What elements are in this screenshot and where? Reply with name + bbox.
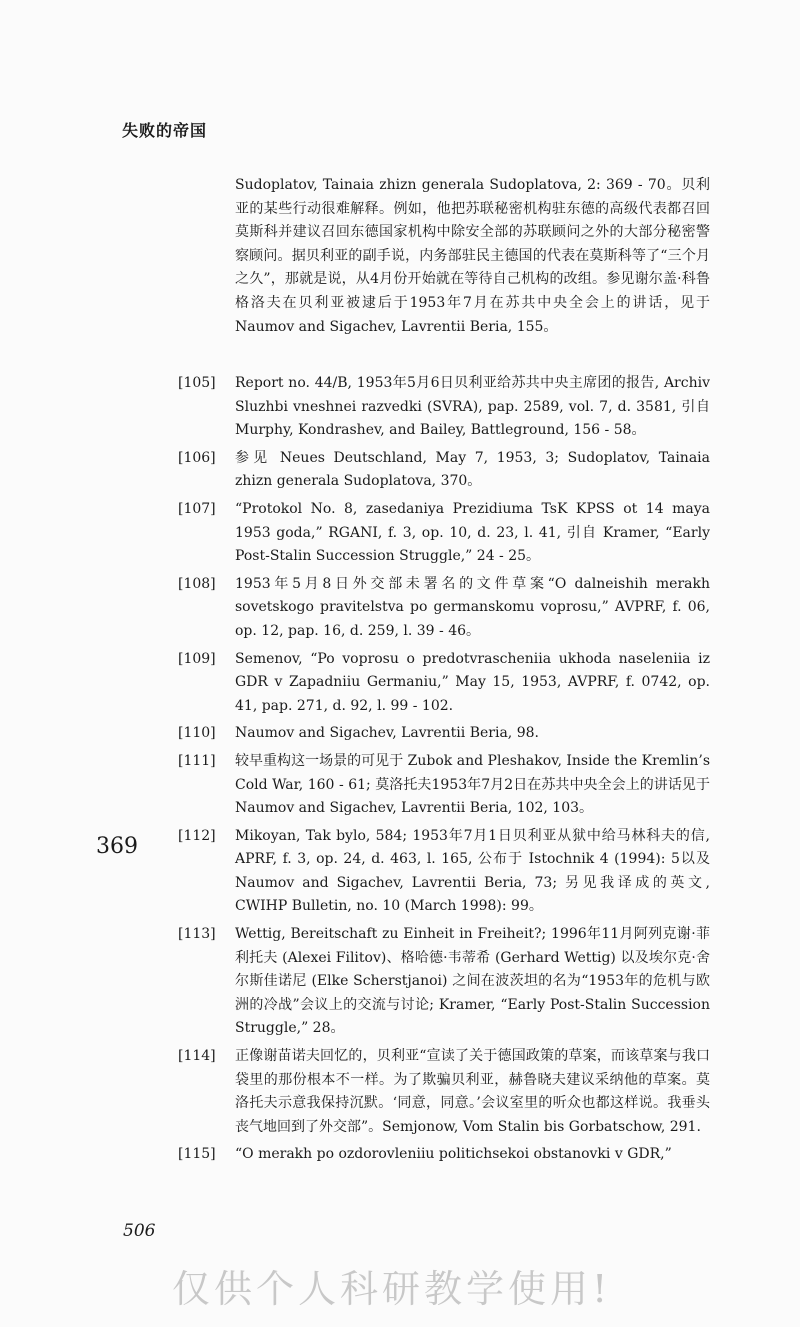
note-text: Naumov and Sigachev, Lavrentii Beria, 98. [235, 725, 539, 742]
watermark: 仅供个人科研教学使用! [172, 1267, 612, 1311]
note-number: [106] [178, 449, 216, 466]
note-number: [111] [178, 752, 216, 769]
note-text: Report no. 44/B, 1953年5月6日贝利亚给苏共中央主席团的报告, Archiv Sluzhbi vneshnei razvedki (SVRA), pap. 2589, vol. 7, d. 3581, 引自 Murphy, Kondrashev, and Bailey, Battleground, 156 - 58。 [235, 375, 710, 439]
note-number: [107] [178, 500, 216, 517]
note-number: [112] [178, 827, 216, 844]
note-text: Mikoyan, Tak bylo, 584; 1953年7月1日贝利亚从狱中给马林科夫的信, APRF, f. 3, op. 24, d. 463, l. 165, 公布于 Istochnik 4 (1994): 5以及 Naumov and Sigachev, Lavrentii Beria, 73; 另见我译成的英文, CWIHP Bulletin, no. 10 (March 1998): 99。 [235, 827, 710, 915]
endnote-106 [178, 447, 710, 494]
note-number: [115] [178, 1146, 216, 1163]
note-text: 1953年5月8日外交部未署名的文件草案“O dalneishih merakh sovetskogo pravitelstva po germanskomu voprosu,” AVPRF, f. 06, op. 12, pap. 16, d. 259, l. 39 - 46。 [235, 575, 710, 639]
note-text: Semenov, “Po voprosu o predotvrascheniia ukhoda naseleniia iz GDR v Zapadniiu Germaniu,” May 15, 1953, AVPRF, f. 0742, op. 41, pap. 271, d. 92, l. 99 - 102. [235, 650, 710, 714]
endnote-list [178, 372, 710, 1171]
note-number: [110] [178, 725, 216, 742]
note-text: 正像谢苗诺夫回忆的，贝利亚“宣读了关于德国政策的草案，而该草案与我口袋里的那份根本不一样。为了欺骗贝利亚，赫鲁晓夫建议采纳他的草案。莫洛托夫示意我保持沉默。‘同意，同意。’会议室里的听众也都这样说。我垂头丧气地回到了外交部”。Semjonow, Vom Stalin bis Gorbatschow, 291. [235, 1048, 710, 1135]
note-text: “O merakh po ozdorovleniiu politichsekoi obstanovki v GDR,” [235, 1146, 672, 1163]
endnote-114 [178, 1045, 710, 1139]
page-number: 506 [123, 1221, 156, 1241]
running-header: 失败的帝国 [122, 121, 208, 140]
note-text: Wettig, Bereitschaft zu Einheit in Freiheit?; 1996年11月阿列克谢·菲利托夫 (Alexei Filitov)、格哈德·韦蒂希 (Gerhard Wettig) 以及埃尔克·舍尔斯佳诺尼 (Elke Scherstjanoi) 之间在波茨坦的名为“1953年的危机与欧洲的冷战”会议上的交流与讨论; Kramer, “Early Post-Stalin Succession Struggle,” 28。 [235, 926, 710, 1037]
endnote-115 [178, 1143, 710, 1167]
endnote-113 [178, 923, 710, 1041]
endnote-109 [178, 648, 710, 719]
endnote-112 [178, 825, 710, 919]
note-number: [114] [178, 1048, 216, 1065]
note-number: [109] [178, 650, 216, 667]
note-text: 较早重构这一场景的可见于 Zubok and Pleshakov, Inside the Kremlin’s Cold War, 160 - 61; 莫洛托夫1953年7月2日在苏共中央全会上的讲话见于 Naumov and Sigachev, Lavrentii Beria, 102, 103。 [235, 752, 710, 817]
endnote-111 [178, 750, 710, 821]
note-text: 参见 Neues Deutschland, May 7, 1953, 3; Sudoplatov, Tainaia zhizn generala Sudoplatova, 370。 [235, 449, 710, 490]
original-page-marker: 369 [96, 834, 138, 859]
endnote-105 [178, 372, 710, 443]
note-number: [113] [178, 926, 216, 943]
note-text: “Protokol No. 8, zasedaniya Prezidiuma TsK KPSS ot 14 maya 1953 goda,” RGANI, f. 3, op. 10, d. 23, l. 41, 引自 Kramer, “Early Post-Stalin Succession Struggle,” 24 - 25。 [235, 500, 710, 565]
endnote-108 [178, 573, 710, 644]
note-number: [105] [178, 375, 216, 391]
continued-note: Sudoplatov, Tainaia zhizn generala Sudoplatova, 2: 369 - 70。贝利亚的某些行动很难解释。例如，他把苏联秘密机构驻东德的高级代表都召回莫斯科并建议召回东德国家机构中除安全部的苏联顾问之外的大部分秘密警察顾问。据贝利亚的副手说，内务部驻民主德国的代表在莫斯科等了“三个月之久”，那就是说，从4月份开始就在等待自己机构的改组。参见谢尔盖·科鲁格洛夫在贝利亚被逮后于1953年7月在苏共中央全会上的讲话，见于 Naumov and Sigachev, Lavrentii Beria, 155。 [235, 177, 710, 335]
endnote-107 [178, 498, 710, 569]
note-number: [108] [178, 575, 216, 592]
endnote-110 [178, 722, 710, 746]
